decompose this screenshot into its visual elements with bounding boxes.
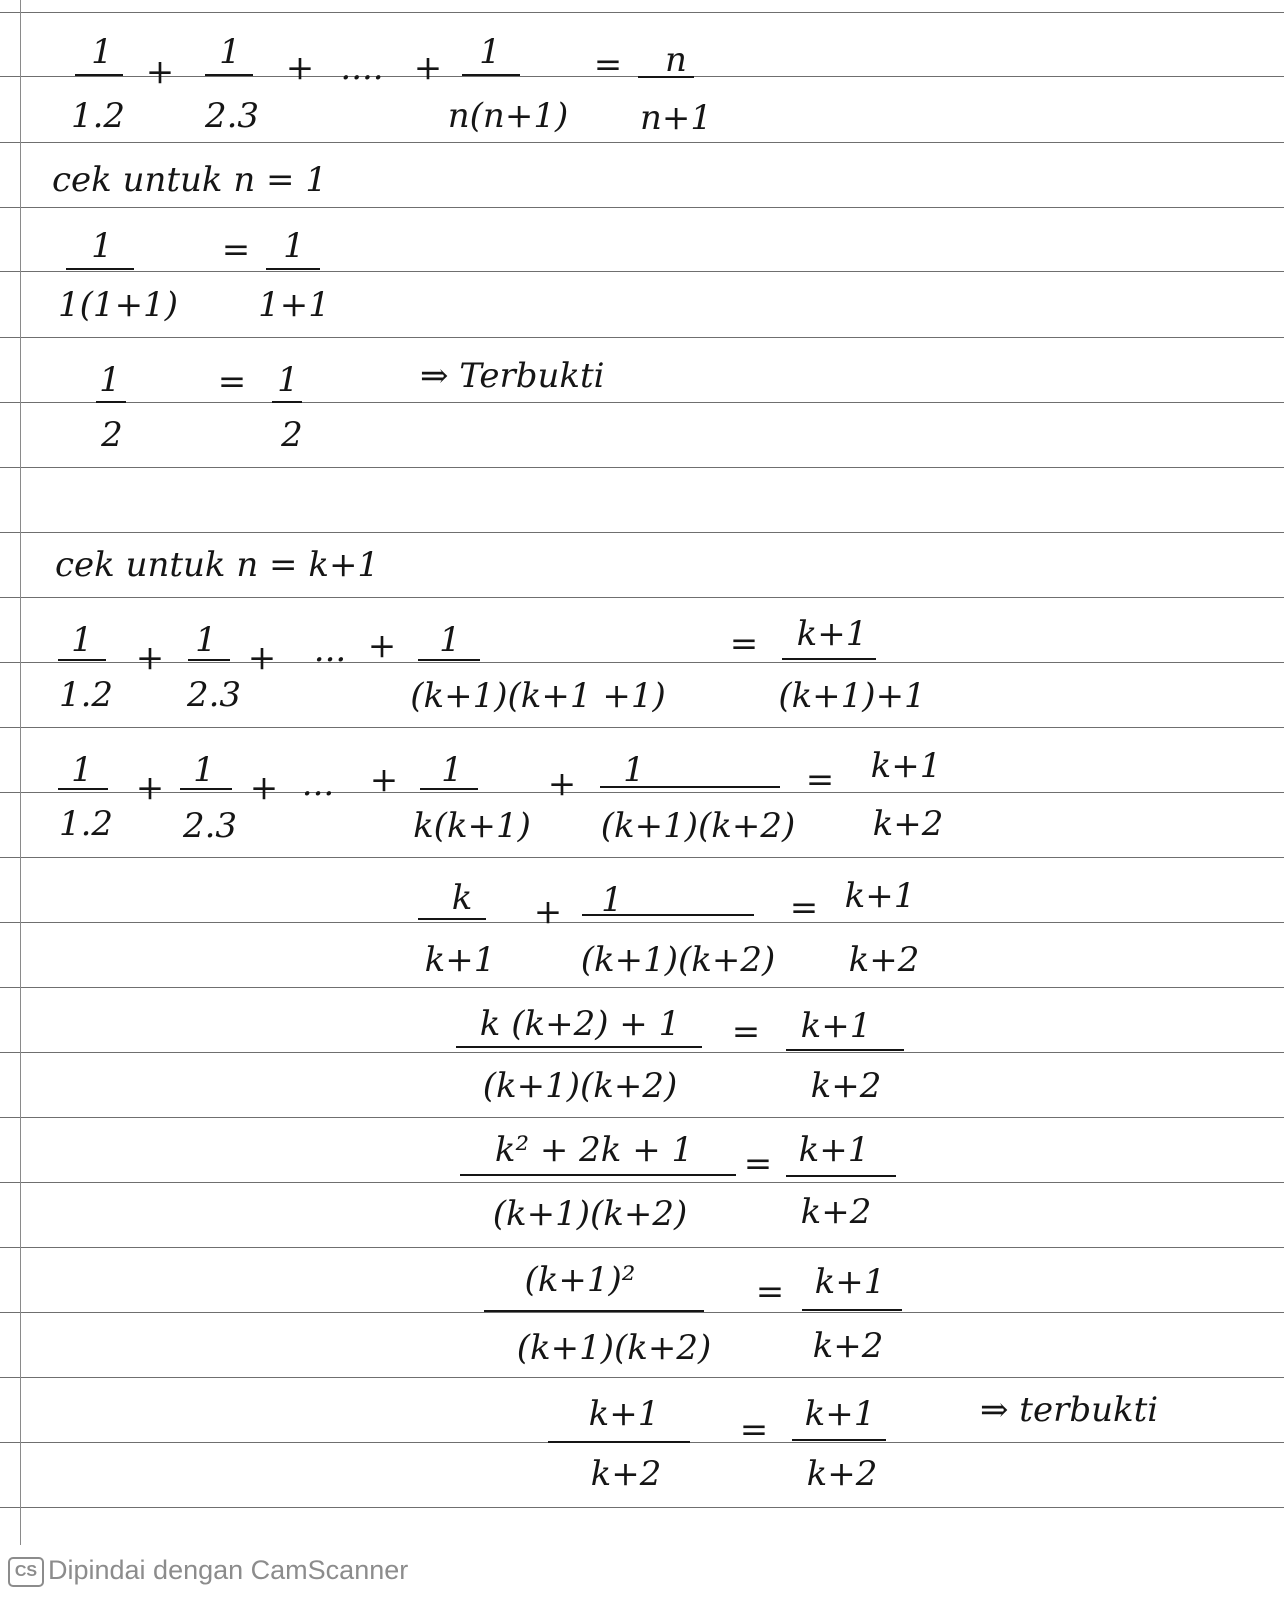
watermark-text: Dipindai dengan CamScanner (48, 1555, 409, 1585)
denominator: 2.3 (186, 675, 242, 715)
scanner-watermark (8, 1552, 408, 1588)
denominator: 1(1+1) (58, 285, 178, 325)
fraction-bar (188, 659, 230, 661)
plus-sign: + (249, 768, 279, 808)
plus-sign: + (247, 638, 277, 678)
ruled-line (0, 1312, 1284, 1313)
denominator: 2 (281, 415, 303, 455)
denominator: 1.2 (58, 804, 114, 844)
numerator: 1 (441, 750, 463, 790)
fraction-bar (484, 1310, 704, 1312)
fraction-bar (272, 401, 302, 403)
numerator: k+1 (804, 1394, 876, 1434)
equals-sign: = (789, 888, 819, 928)
ruled-line (0, 792, 1284, 793)
fraction-bar (205, 74, 253, 76)
plus-sign: + (135, 768, 165, 808)
fraction-bar (66, 268, 134, 270)
numerator: 1 (71, 750, 93, 790)
numerator: k+1 (588, 1394, 660, 1434)
fraction-bar (782, 658, 876, 660)
ruled-line (0, 662, 1284, 663)
denominator: (k+1)(k+2) (482, 1066, 678, 1106)
ruled-line (0, 207, 1284, 208)
plus-sign: + (533, 892, 563, 932)
numerator: k+1 (814, 1262, 886, 1302)
fraction-bar (180, 788, 232, 790)
denominator: k+2 (812, 1326, 884, 1366)
numerator: 1 (479, 32, 501, 72)
numerator: 1 (195, 620, 217, 660)
ruled-line (0, 727, 1284, 728)
fraction-bar (418, 918, 486, 920)
ruled-line (0, 467, 1284, 468)
fraction-bar (802, 1309, 902, 1311)
denominator: 2.3 (182, 806, 238, 846)
numerator: 1 (91, 226, 113, 266)
ruled-line (0, 1182, 1284, 1183)
plus-sign: + (145, 52, 175, 92)
equals-sign: = (217, 362, 247, 402)
denominator: k+2 (800, 1192, 872, 1232)
fraction-bar (462, 74, 520, 76)
denominator: 1.2 (70, 96, 126, 136)
fraction-bar (418, 659, 480, 661)
fraction-bar (96, 401, 126, 403)
ellipsis: ... (313, 630, 347, 670)
plus-sign: + (413, 48, 443, 88)
denominator: (k+1)(k+2) (492, 1194, 688, 1234)
numerator: 1 (439, 620, 461, 660)
conclusion-text: ⇒ Terbukti (420, 356, 605, 396)
numerator: 1 (71, 620, 93, 660)
denominator: k+2 (872, 804, 944, 844)
numerator: (k+1)² (524, 1260, 636, 1300)
denominator: (k+1)+1 (778, 676, 926, 716)
numerator: k+1 (844, 876, 916, 916)
numerator: n (665, 40, 687, 80)
numerator: 1 (277, 360, 299, 400)
plus-sign: + (135, 638, 165, 678)
ruled-line (0, 532, 1284, 533)
denominator: k+2 (810, 1066, 882, 1106)
numerator: k (k+2) + 1 (479, 1004, 681, 1044)
ruled-line (0, 271, 1284, 272)
equals-sign: = (593, 45, 623, 85)
denominator: n(n+1) (447, 96, 569, 136)
equals-sign: = (731, 1012, 761, 1052)
fraction-bar (58, 788, 108, 790)
plus-sign: + (367, 626, 397, 666)
inductive-heading: cek untuk n = k+1 (55, 545, 380, 585)
fraction-bar (266, 268, 320, 270)
margin-line (20, 0, 21, 1545)
equals-sign: = (805, 760, 835, 800)
ruled-line (0, 987, 1284, 988)
fraction-bar (456, 1046, 702, 1048)
ruled-line (0, 1247, 1284, 1248)
numerator: 1 (601, 880, 623, 920)
fraction-bar (548, 1441, 690, 1443)
fraction-bar (792, 1439, 886, 1441)
denominator: 1+1 (258, 285, 330, 325)
denominator: k(k+1) (413, 806, 531, 846)
numerator: k+1 (800, 1006, 872, 1046)
denominator: k+1 (424, 940, 496, 980)
conclusion-text: ⇒ terbukti (980, 1390, 1159, 1430)
plus-sign: + (369, 760, 399, 800)
fraction-bar (420, 788, 478, 790)
denominator: k+2 (848, 940, 920, 980)
fraction-bar (638, 76, 694, 78)
denominator: k+2 (806, 1454, 878, 1494)
numerator: k+1 (870, 746, 942, 786)
denominator: (k+1)(k+1 +1) (410, 676, 666, 716)
ellipsis: ... (301, 764, 335, 804)
ruled-line (0, 857, 1284, 858)
fraction-bar (786, 1175, 896, 1177)
fraction-bar (58, 659, 106, 661)
denominator: (k+1)(k+2) (600, 806, 796, 846)
denominator: (k+1)(k+2) (516, 1328, 712, 1368)
ruled-line (0, 402, 1284, 403)
equals-sign: = (743, 1144, 773, 1184)
ruled-line (0, 1117, 1284, 1118)
denominator: 1.2 (58, 675, 114, 715)
numerator: 1 (623, 750, 645, 790)
ruled-line (0, 142, 1284, 143)
plus-sign: + (547, 764, 577, 804)
fraction-bar (460, 1174, 736, 1176)
ruled-line (0, 337, 1284, 338)
fraction-bar (600, 786, 780, 788)
fraction-bar (786, 1049, 904, 1051)
numerator: 1 (99, 360, 121, 400)
camscanner-logo-icon: CS (8, 1557, 44, 1587)
base-case-heading: cek untuk n = 1 (52, 160, 327, 200)
ruled-line (0, 922, 1284, 923)
numerator: k+1 (796, 614, 868, 654)
denominator: n+1 (639, 98, 713, 138)
denominator: (k+1)(k+2) (580, 940, 776, 980)
ruled-line (0, 12, 1284, 13)
equals-sign: = (221, 230, 251, 270)
fraction-bar (75, 74, 123, 76)
equals-sign: = (739, 1410, 769, 1450)
denominator: 2 (101, 415, 123, 455)
numerator: 1 (283, 226, 305, 266)
numerator: k+1 (798, 1130, 870, 1170)
ellipsis: .... (340, 48, 384, 88)
ruled-line (0, 1052, 1284, 1053)
denominator: 2.3 (204, 96, 260, 136)
plus-sign: + (285, 48, 315, 88)
numerator: 1 (193, 750, 215, 790)
fraction-bar (582, 914, 754, 916)
numerator: k² + 2k + 1 (494, 1130, 694, 1170)
numerator: 1 (91, 32, 113, 72)
ruled-line (0, 597, 1284, 598)
equals-sign: = (755, 1272, 785, 1312)
equals-sign: = (729, 624, 759, 664)
numerator: k (451, 878, 473, 918)
ruled-line (0, 1377, 1284, 1378)
denominator: k+2 (590, 1454, 662, 1494)
numerator: 1 (219, 32, 241, 72)
ruled-line (0, 1507, 1284, 1508)
